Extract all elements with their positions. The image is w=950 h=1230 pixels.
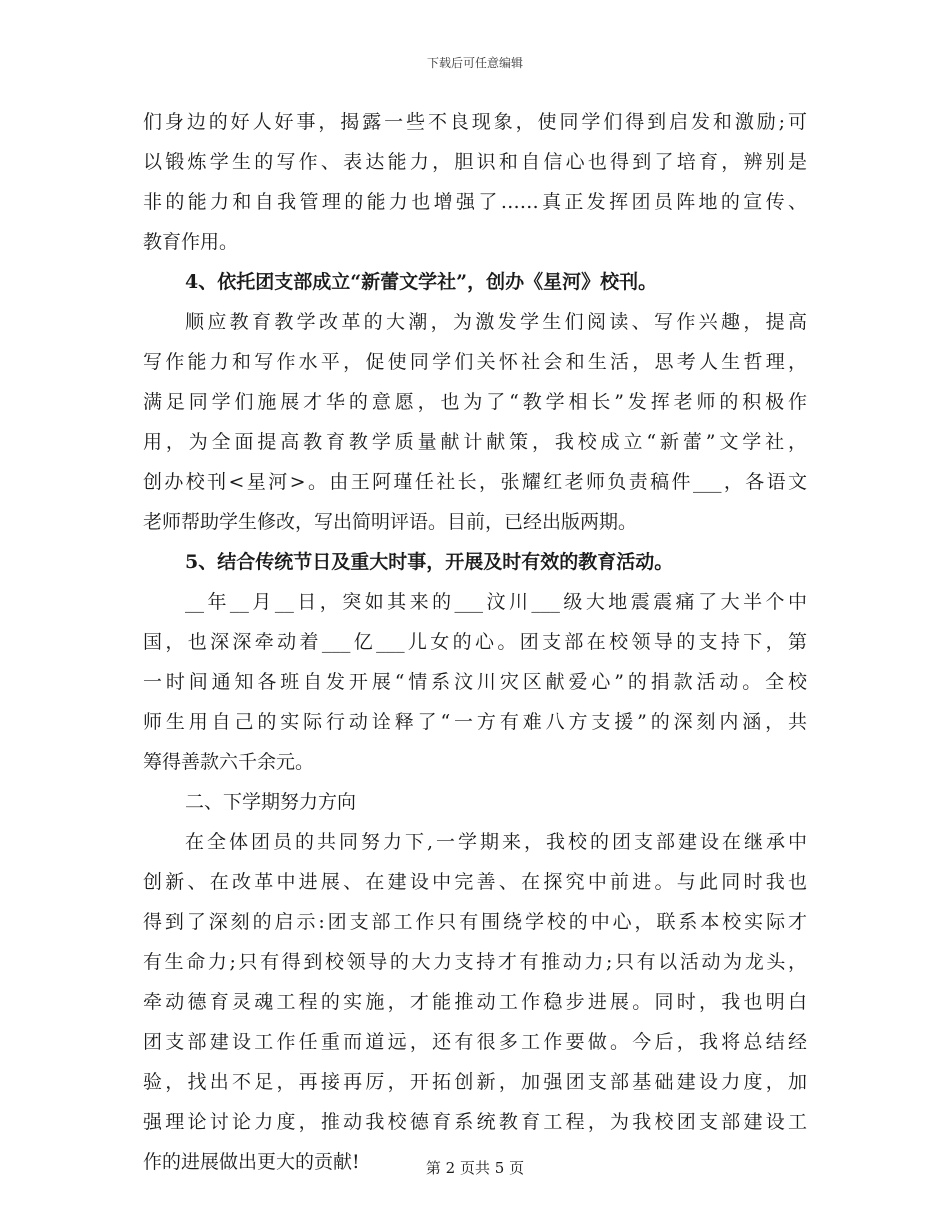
paragraph-line: 有生命力;只有得到校领导的大力支持才有推动力;只有以活动为龙头， <box>143 951 807 973</box>
paragraph-line: 老师帮助学生修改，写出简明评语。目前，已经出版两期。 <box>143 511 638 533</box>
paragraph-line: 创新、在改革中进展、在建设中完善、在探究中前进。与此同时我也 <box>143 871 807 893</box>
paragraph-line: 写作能力和写作水平，促使同学们关怀社会和生活，思考人生哲理， <box>143 351 807 373</box>
paragraph-line: 师生用自己的实际行动诠释了“一方有难八方支援”的深刻内涵，共 <box>143 711 807 733</box>
paragraph-line: 顺应教育教学改革的大潮，为激发学生们阅读、写作兴趣，提高 <box>185 311 807 333</box>
paragraph-line: 筹得善款六千余元。 <box>143 751 315 773</box>
paragraph-line: 牵动德育灵魂工程的实施，才能推动工作稳步进展。同时，我也明白 <box>143 991 807 1013</box>
paragraph-line: 验，找出不足，再接再厉，开拓创新，加强团支部基础建设力度，加 <box>143 1071 807 1093</box>
page-footer: 第 2 页共 5 页 <box>425 1159 525 1177</box>
section-heading: 二、下学期努力方向 <box>185 791 357 813</box>
paragraph-line: 团支部建设工作任重而道远，还有很多工作要做。今后，我将总结经 <box>143 1031 807 1053</box>
paragraph-line: 得到了深刻的启示:团支部工作只有围绕学校的中心，联系本校实际才 <box>143 911 807 933</box>
paragraph-line: __年__月__日，突如其来的___汶川___级大地震震痛了大半个中 <box>185 591 807 613</box>
paragraph-line: 满足同学们施展才华的意愿，也为了“教学相长”发挥老师的积极作 <box>143 391 807 413</box>
paragraph-line: 用，为全面提高教育教学质量献计献策，我校成立“新蕾”文学社， <box>143 431 807 453</box>
section-heading: 5、结合传统节日及重大时事，开展及时有效的教育活动。 <box>185 551 674 573</box>
paragraph-line: 一时间通知各班自发开展“情系汶川灾区献爱心”的捐款活动。全校 <box>143 671 807 693</box>
paragraph-line: 以锻炼学生的写作、表达能力，胆识和自信心也得到了培育，辨别是 <box>143 151 807 173</box>
paragraph-line: 强理论讨论力度，推动我校德育系统教育工程，为我校团支部建设工 <box>143 1111 807 1133</box>
document-body <box>143 102 807 1182</box>
paragraph-line: 们身边的好人好事，揭露一些不良现象，使同学们得到启发和激励;可 <box>143 111 807 133</box>
paragraph-line: 国，也深深牵动着___亿___儿女的心。团支部在校领导的支持下，第 <box>143 631 807 653</box>
paragraph-line: 作的进展做出更大的贡献! <box>143 1151 360 1173</box>
paragraph-line: 教育作用。 <box>143 231 239 253</box>
paragraph-line: 创办校刊<星河>。由王阿瑾任社长，张耀红老师负责稿件___，各语文 <box>143 471 807 493</box>
paragraph-line: 非的能力和自我管理的能力也增强了……真正发挥团员阵地的宣传、 <box>143 191 807 213</box>
paragraph-line: 在全体团员的共同努力下,一学期来，我校的团支部建设在继承中 <box>185 831 807 853</box>
page-header: 下载后可任意编辑 <box>426 56 523 70</box>
section-heading: 4、依托团支部成立“新蕾文学社”，创办《星河》校刊。 <box>185 271 658 293</box>
